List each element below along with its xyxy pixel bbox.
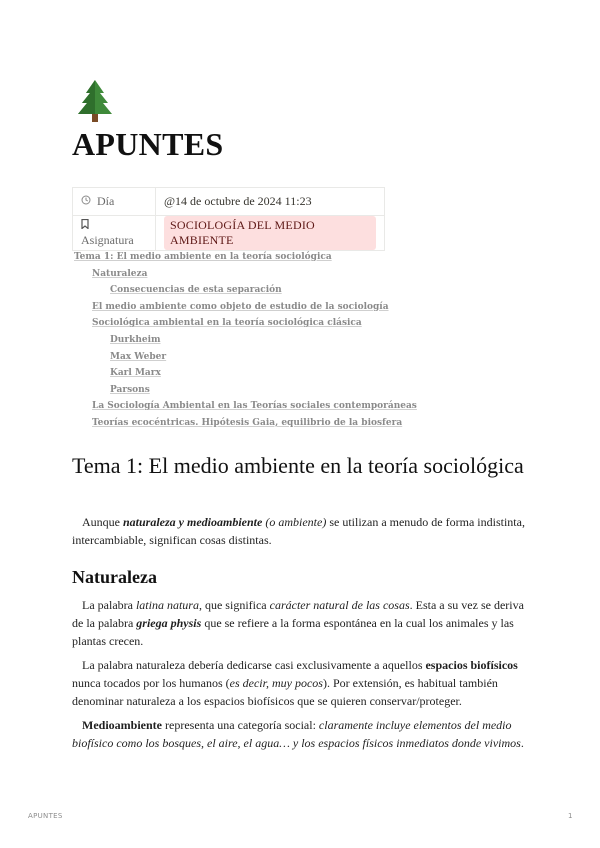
toc-link[interactable]: Naturaleza: [92, 268, 148, 279]
bookmark-icon: [81, 218, 89, 233]
property-name-cell: [73, 216, 156, 251]
evergreen-tree-icon: [72, 78, 118, 124]
page-title: APUNTES: [72, 126, 224, 162]
properties-table: [72, 187, 385, 251]
clock-icon: [81, 194, 91, 209]
section-heading-naturaleza: Naturaleza: [72, 567, 157, 587]
table-of-contents: [74, 249, 417, 432]
paragraph-espacios: La palabra naturaleza debería dedicarse casi exclusivamente a aquellos espacios biofísicos nunca tocados por los humanos (es decir, muy pocos). Por extensión, es habitual también denominar naturaleza a los espacios biofísicos que se quieren conservar/proteger.: [72, 658, 518, 708]
toc-link[interactable]: Durkheim: [110, 334, 161, 345]
intro-paragraph: Aunque naturaleza y medioambiente (o ambiente) se utilizan a menudo de forma indistinta, intercambiable, significan cosas distintas.: [72, 515, 525, 547]
property-value-date[interactable]: @14 de octubre de 2024 11:23: [156, 188, 385, 216]
property-name: Asignatura: [81, 233, 134, 248]
toc-link[interactable]: Tema 1: El medio ambiente en la teoría sociológica: [74, 252, 332, 262]
toc-link[interactable]: El medio ambiente como objeto de estudio de la sociología: [92, 301, 389, 312]
property-name-cell: [73, 188, 156, 216]
property-row-dia: [73, 188, 385, 216]
property-name: Día: [97, 193, 115, 208]
property-row-asignatura: [73, 216, 385, 251]
footer-page-number: 1: [568, 812, 573, 820]
toc-link[interactable]: Teorías ecocéntricas. Hipótesis Gaia, equilibrio de la biosfera: [92, 417, 403, 428]
section-heading-tema-1: Tema 1: El medio ambiente en la teoría sociológica: [72, 453, 524, 478]
toc-link[interactable]: Max Weber: [110, 351, 167, 362]
toc-link[interactable]: La Sociología Ambiental en las Teorías sociales contemporáneas: [92, 401, 417, 412]
toc-link[interactable]: Sociológica ambiental en la teoría sociológica clásica: [92, 318, 362, 329]
property-value-cell: [156, 216, 385, 251]
toc-link[interactable]: Parsons: [110, 384, 150, 395]
toc-link[interactable]: Consecuencias de esta separación: [110, 285, 282, 296]
paragraph-medioambiente: Medioambiente representa una categoría social: claramente incluye elementos del medio biofísico como los bosques, el aire, el agua… y los espacios físicos inmediatos donde vivimos.: [72, 718, 524, 750]
toc-link[interactable]: Karl Marx: [110, 368, 161, 379]
paragraph-natura: La palabra latina natura, que significa carácter natural de las cosas. Esta a su vez se deriva de la palabra griega physis que se refiere a la forma espontánea en la cual los animales y las plantas crecen.: [72, 598, 524, 648]
subject-tag[interactable]: SOCIOLOGÍA DEL MEDIO AMBIENTE: [164, 216, 376, 250]
footer-title: APUNTES: [28, 812, 63, 820]
